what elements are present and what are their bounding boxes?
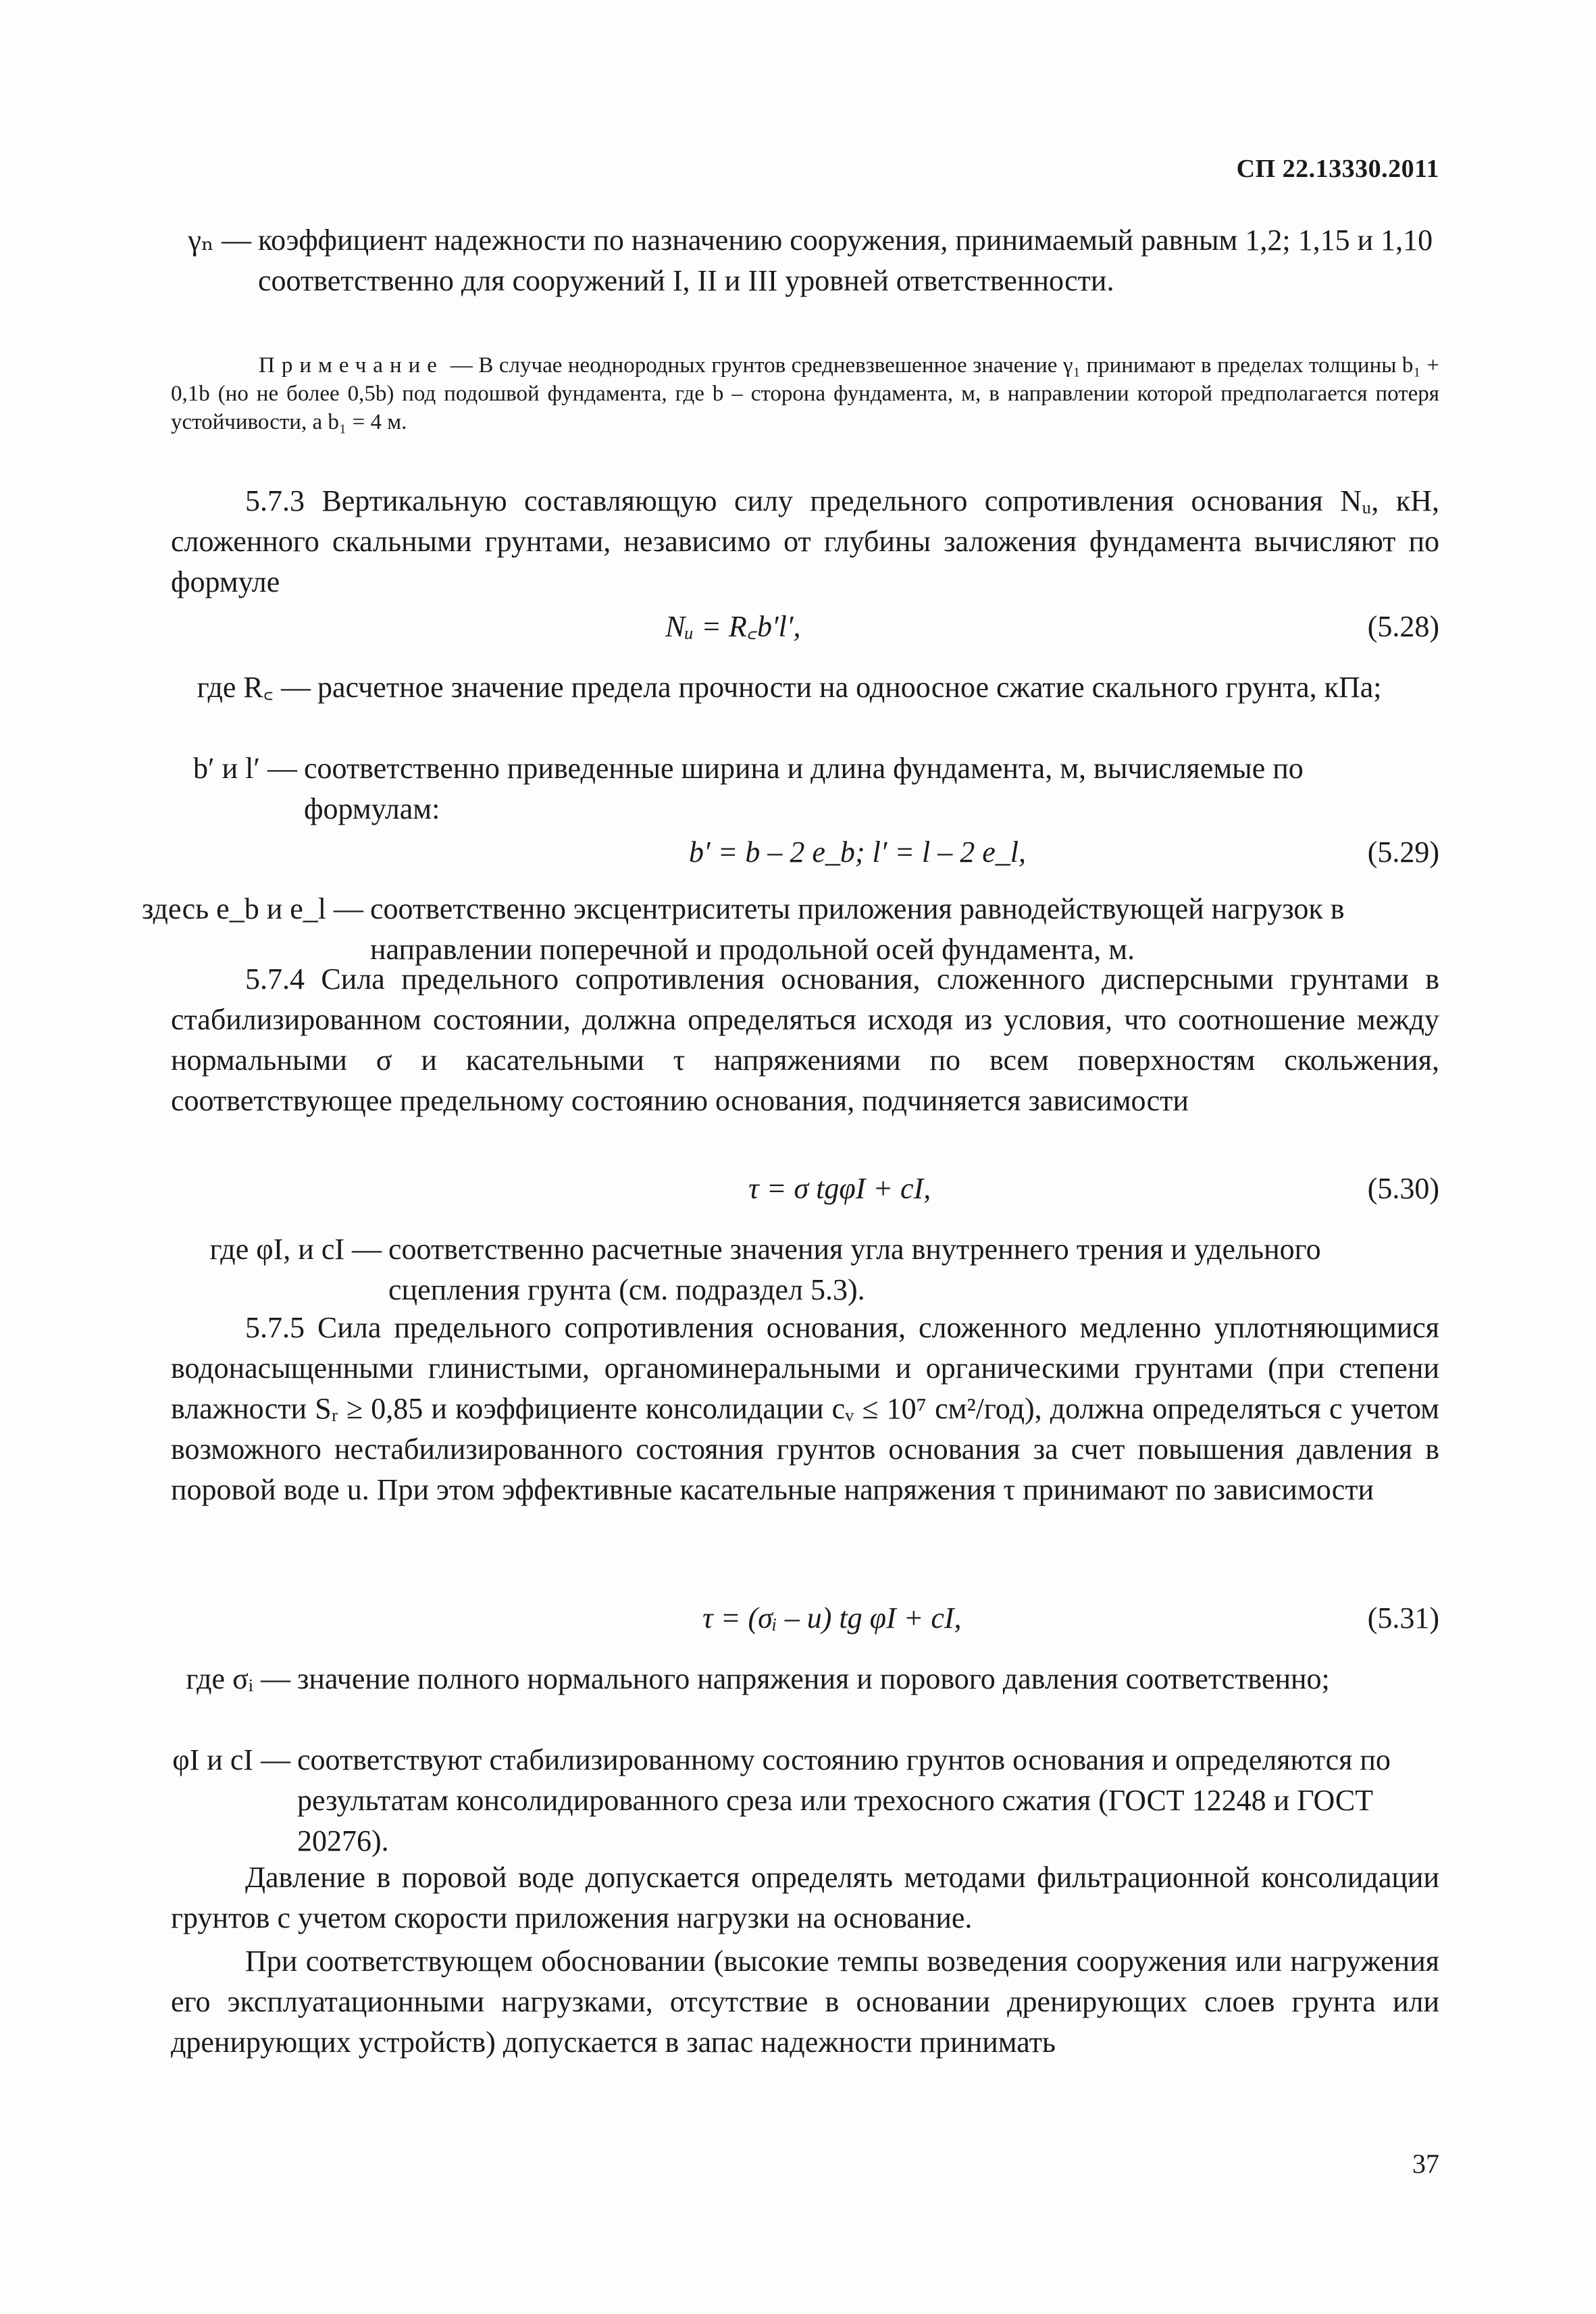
definition-phi-c — [209, 1229, 1439, 1310]
definition-term: b′ и l′ — — [192, 752, 297, 785]
formula-number-5-28: (5.28) — [1367, 610, 1439, 643]
paragraph-pore-pressure: Давление в поровой воде допускается определять методами фильтрационной консолидации грунтов с учетом скорости приложения нагрузки на основание. — [171, 1861, 1439, 1934]
formula-number-5-31: (5.31) — [1367, 1601, 1439, 1635]
page-number: 37 — [1412, 2149, 1439, 2179]
definition-text: расчетное значение предела прочности на одноосное сжатие скального грунта, кПа; — [317, 671, 1382, 704]
definition-phi-c-stabilized — [172, 1740, 1439, 1861]
definition-eccentricities — [141, 889, 1439, 970]
definition-text: коэффициент надежности по назначению сооружения, принимаемый равным 1,2; 1,15 и 1,10 соответственно для сооружений I, II и III уровней ответственности. — [258, 224, 1433, 297]
definition-term: где φI, и cI — — [209, 1233, 382, 1266]
formula-5-31: τ = (σᵢ – u) tg φI + cI, — [702, 1601, 962, 1635]
formula-5-30: τ = σ tgφI + cI, — [748, 1172, 931, 1205]
formula-number-5-29: (5.29) — [1367, 835, 1439, 869]
definition-text: соответствуют стабилизированному состоянию грунтов основания и определяются по результатам консолидированного среза или трехосного сжатия (ГОСТ 12248 и ГОСТ 20276). — [297, 1743, 1391, 1857]
formula-5-28: Nᵤ = R꜀b′l′, — [665, 610, 801, 643]
definition-gamma-n — [188, 220, 1439, 301]
definition-text: соответственно расчетные значения угла внутреннего трения и удельного сцепления грунта (см. подраздел 5.3). — [388, 1233, 1321, 1306]
definition-b-l — [192, 748, 1439, 829]
definition-term: γₙ — — [188, 224, 251, 257]
running-header: СП 22.13330.2011 — [1236, 155, 1439, 183]
definition-term: здесь e_b и e_l — — [141, 892, 363, 925]
paragraph-5-7-3: 5.7.3 Вертикальную составляющую силу предельного сопротивления основания Nᵤ, кН, сложенного скальными грунтами, независимо от глубины заложения фундамента вычисляют по формуле — [171, 484, 1439, 598]
note-label: Примечание — [259, 353, 444, 378]
definition-rc — [197, 667, 1439, 708]
note-text: — В случае неоднородных грунтов средневзвешенное значение γ₁ принимают в пределах толщины b₁ + 0,1b (но не более 0,5b) под подошвой фундамента, где b – сторона фундамента, м, в направлении которой предполагается потеря устойчивости, а b₁ = 4 м. — [171, 353, 1439, 434]
paragraph-last: При соответствующем обосновании (высокие темпы возведения сооружения или нагружения его эксплуатационными нагрузками, отсутствие в основании дренирующих слоев грунта или дренирующих устройств) допускается в запас надежности принимать — [171, 1945, 1439, 2059]
note-block — [171, 351, 1439, 436]
definition-text: соответственно эксцентриситеты приложения равнодействующей нагрузок в направлении поперечной и продольной осей фундамента, м. — [370, 892, 1345, 966]
definition-term: φI и cI — — [172, 1743, 290, 1776]
definition-term: где R꜀ — — [197, 671, 311, 704]
formula-number-5-30: (5.30) — [1367, 1172, 1439, 1205]
definition-text: соответственно приведенные ширина и длина фундамента, м, вычисляемые по формулам: — [304, 752, 1304, 825]
definition-term: где σᵢ — — [186, 1662, 290, 1695]
definition-sigma — [186, 1659, 1439, 1699]
definition-text: значение полного нормального напряжения и порового давления соответственно; — [297, 1662, 1330, 1695]
paragraph-5-7-5: 5.7.5 Сила предельного сопротивления основания, сложенного медленно уплотняющимися водонасыщенными глинистыми, органоминеральными и органическими грунтами (при степени влажности Sᵣ ≥ 0,85 и коэффициенте консолидации cᵥ ≤ 10⁷ см²/год), должна определяться с учетом возможного нестабилизированного состояния грунтов основания за счет повышения давления в поровой воде u. При этом эффективные касательные напряжения τ принимают по зависимости — [171, 1311, 1439, 1506]
paragraph-5-7-4: 5.7.4 Сила предельного сопротивления основания, сложенного дисперсными грунтами в стабилизированном состоянии, должна определяться исходя из условия, что соотношение между нормальными σ и касательными τ напряжениями по всем поверхностям скольжения, соответствующее предельному состоянию основания, подчиняется зависимости — [171, 962, 1439, 1117]
formula-5-29: b′ = b – 2 e_b; l′ = l – 2 e_l, — [689, 835, 1027, 869]
